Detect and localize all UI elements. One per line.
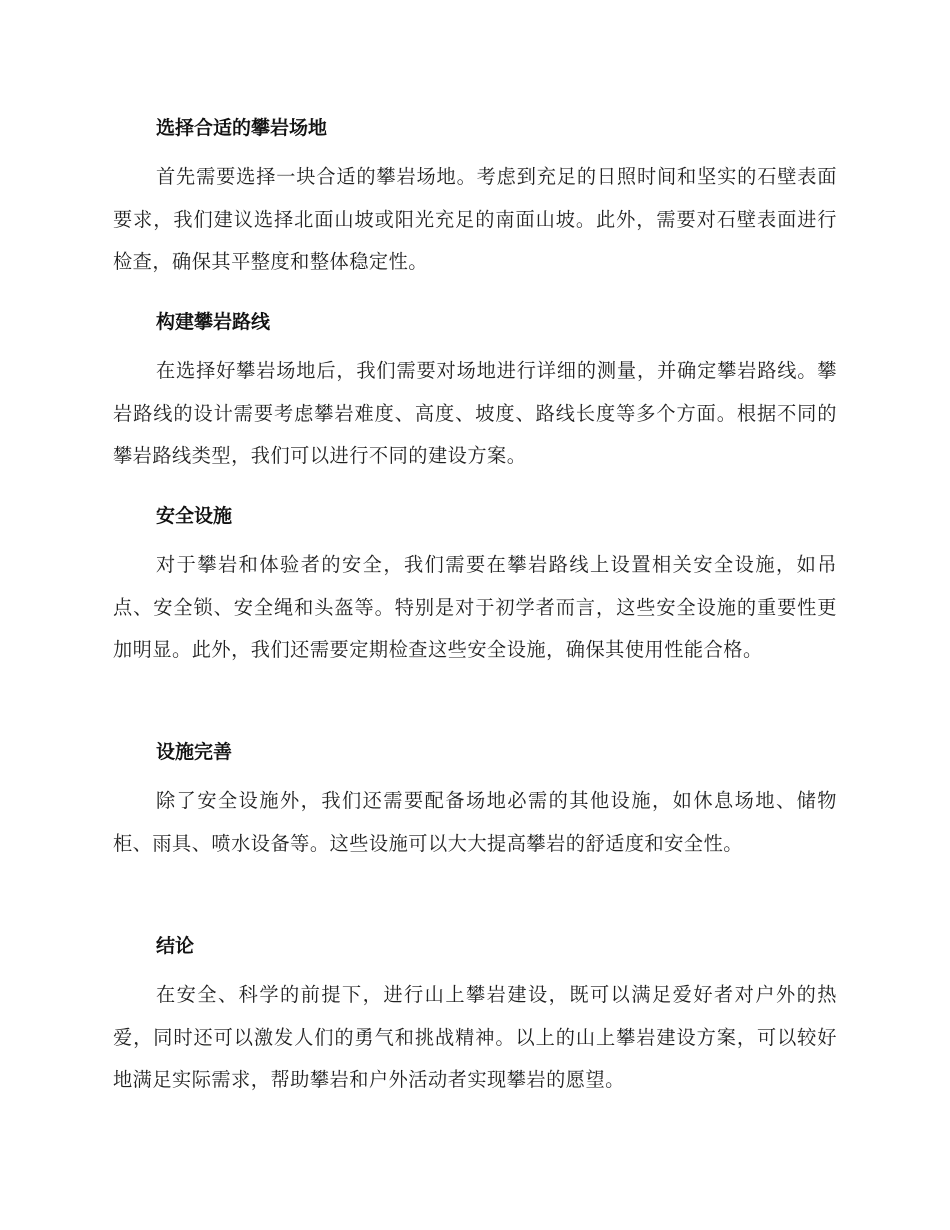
- section-build-route: [113, 302, 837, 496]
- section-heading: 构建攀岩路线: [156, 311, 271, 333]
- section-paragraph: 在选择好攀岩场地后，我们需要对场地进行详细的测量，并确定攀岩路线。攀岩路线的设计需要考虑攀岩难度、高度、坡度、路线长度等多个方面。根据不同的攀岩路线类型，我们可以进行不同的建设方案。: [113, 359, 837, 467]
- section-conclusion: [113, 926, 837, 1120]
- section-facility-improvement: [113, 732, 837, 926]
- section-safety-facilities: [113, 496, 837, 732]
- section-paragraph: 除了安全设施外，我们还需要配备场地必需的其他设施，如休息场地、储物柜、雨具、喷水设备等。这些设施可以大大提高攀岩的舒适度和安全性。: [113, 789, 837, 855]
- section-heading: 选择合适的攀岩场地: [156, 117, 328, 139]
- section-choose-site: [113, 108, 837, 302]
- section-heading: 安全设施: [156, 505, 233, 527]
- section-heading: 结论: [156, 935, 195, 957]
- section-paragraph: 首先需要选择一块合适的攀岩场地。考虑到充足的日照时间和坚实的石壁表面要求，我们建议选择北面山坡或阳光充足的南面山坡。此外，需要对石壁表面进行检查，确保其平整度和整体稳定性。: [113, 165, 837, 273]
- section-paragraph: 对于攀岩和体验者的安全，我们需要在攀岩路线上设置相关安全设施，如吊点、安全锁、安全绳和头盔等。特别是对于初学者而言，这些安全设施的重要性更加明显。此外，我们还需要定期检查这些安全设施，确保其使用性能合格。: [113, 553, 837, 661]
- document-body: [113, 108, 837, 1120]
- section-heading: 设施完善: [156, 741, 233, 763]
- section-paragraph: 在安全、科学的前提下，进行山上攀岩建设，既可以满足爱好者对户外的热爱，同时还可以激发人们的勇气和挑战精神。以上的山上攀岩建设方案，可以较好地满足实际需求，帮助攀岩和户外活动者实现攀岩的愿望。: [113, 983, 837, 1091]
